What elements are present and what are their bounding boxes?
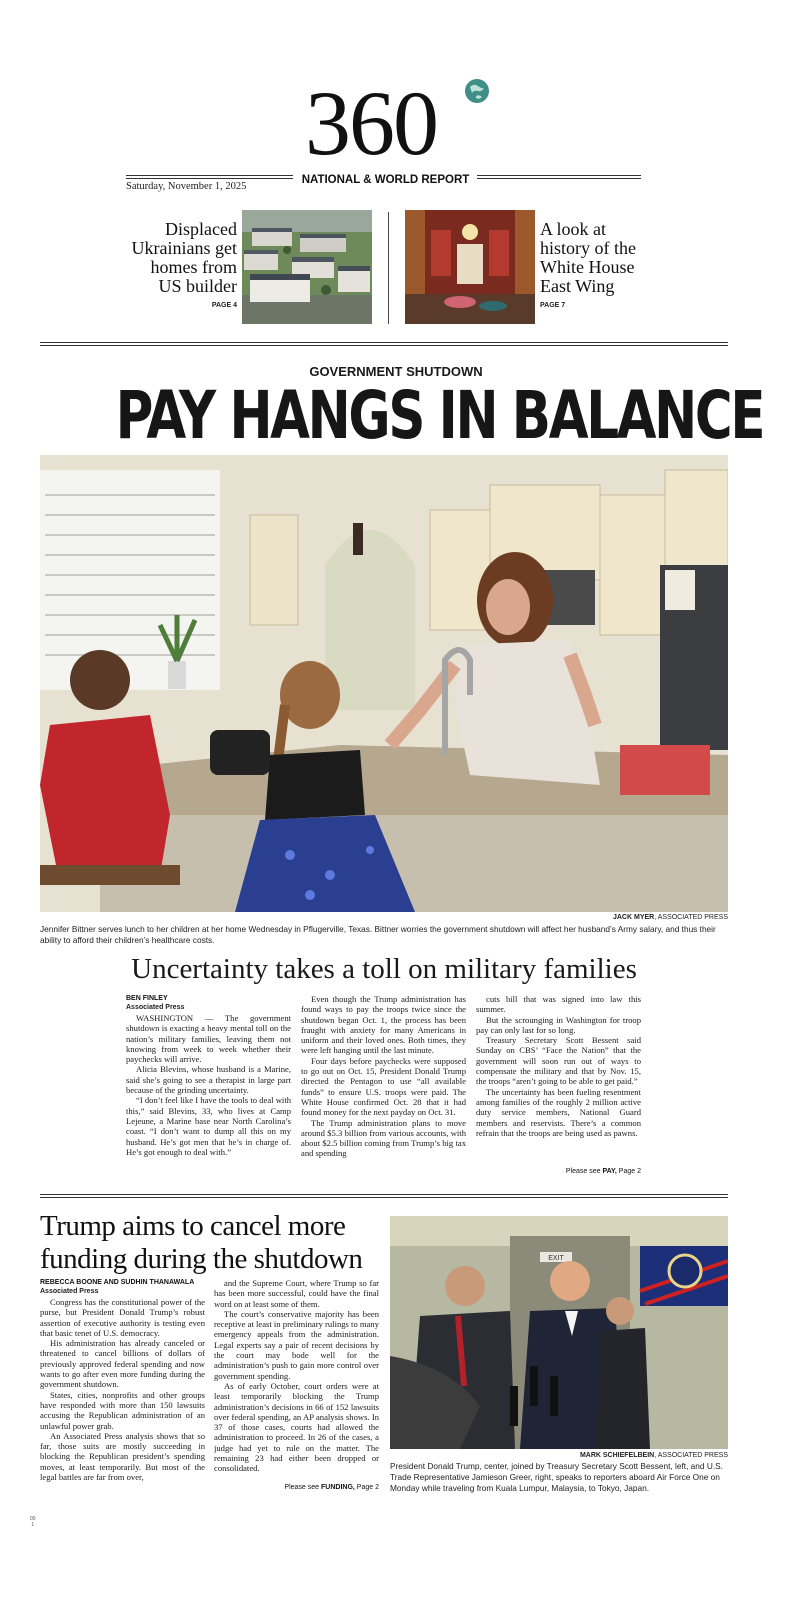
story2-jump-link[interactable]	[214, 1484, 379, 1491]
masthead-logo: 360	[305, 72, 437, 174]
globe-icon	[464, 78, 490, 104]
story1-col1	[126, 994, 291, 1173]
jump-prefix: Please see	[565, 1168, 603, 1175]
main-headline[interactable]: PAY HANGS IN BALANCE	[115, 377, 764, 454]
exit-sign-text: EXIT	[548, 1255, 564, 1262]
white-house-room-image	[405, 210, 535, 324]
teaser-right-headline	[540, 220, 650, 296]
lead-photo[interactable]	[40, 455, 728, 912]
air-force-one-press-image	[390, 1216, 728, 1449]
story2-col2	[214, 1278, 379, 1474]
story2-col1-body	[40, 1297, 205, 1493]
story1-byline: BEN FINLEY	[126, 995, 168, 1002]
story1-col3	[476, 994, 641, 1156]
story1-org: Associated Press	[126, 1004, 185, 1011]
teaser-left-line: homes from	[150, 257, 237, 277]
lead-photo-caption: Jennifer Bittner serves lunch to her children at her home Wednesday in Pflugerville, Texas. Bittner worries the government shutdown will affect her husband’s Army salary, and thus their ability to afford their children’s healthcare costs.	[40, 924, 716, 945]
page-code	[30, 1516, 36, 1528]
paragraph: His administration has already canceled or threatened to cancel billions of dollars of previously approved federal spending and now wants to go after even more funding during the government shutdown.	[40, 1338, 205, 1390]
paragraph: cuts bill that was signed into law this summer.	[476, 994, 641, 1015]
teaser-left[interactable]	[120, 220, 237, 315]
section-rule-top	[40, 342, 728, 346]
story2-photo-caption: President Donald Trump, center, joined by Treasury Secretary Scott Bessent, left, and U.S. Trade Representative Jamieson Greer, right, speaks to reporters aboard Air Force One on Monday while traveling from Kuala Lumpur, Malaysia, to Tokyo, Japan.	[390, 1461, 723, 1493]
paragraph: Alicia Blevins, whose husband is a Marine, said she’s going to see a therapist in large part because of the grinding uncertainty.	[126, 1064, 291, 1096]
teaser-right-line: White House	[540, 257, 635, 277]
masthead-rule-left	[126, 175, 293, 179]
jump-prefix: Please see	[284, 1484, 322, 1491]
story2-col1	[40, 1278, 205, 1493]
teaser-left-line: Displaced	[165, 219, 237, 239]
credit-name: MARK SCHIEFELBEIN	[579, 1452, 655, 1459]
jump-word: FUNDING,	[321, 1484, 355, 1491]
section-rule-bottom	[40, 1194, 728, 1198]
paragraph: An Associated Press analysis shows that so far, those suits are mostly succeeding in blocking the Republican president’s spending moves, at least temporarily. But most of the legal battles are far from over,	[40, 1430, 205, 1483]
teaser-right[interactable]	[540, 220, 650, 315]
teaser-left-line: US builder	[158, 276, 237, 296]
teaser-right-photo[interactable]	[405, 210, 535, 324]
page-code-line: 00	[30, 1516, 36, 1522]
paragraph: The court’s conservative majority has been receptive at least in preliminary rulings to many emergency appeals from the administration. Legal experts say a pair of recent decisions by the court may bode well for the administration’s push to gain more control over government spending.	[214, 1308, 379, 1381]
jump-word: PAY,	[602, 1168, 617, 1175]
teaser-right-page: PAGE 7	[540, 302, 566, 309]
story2-headline[interactable]: Trump aims to cancel more funding during the shutdown	[40, 1210, 363, 1275]
section-name: NATIONAL & WORLD REPORT	[301, 174, 470, 186]
publication-date: Saturday, November 1, 2025	[126, 181, 247, 192]
credit-name: JACK MYER	[612, 914, 655, 921]
teaser-right-line: East Wing	[540, 276, 615, 296]
paragraph: The Trump administration plans to move around $5.3 billion from various accounts, with about $2.5 billion coming from Trump’s big tax and spending	[301, 1117, 466, 1159]
story1-jump-link[interactable]	[476, 1168, 641, 1175]
paragraph: and the Supreme Court, where Trump so far has been more successful, could have the final word on at least some of them.	[214, 1278, 379, 1309]
kitchen-family-image	[40, 455, 728, 912]
credit-org: , ASSOCIATED PRESS	[654, 914, 728, 921]
masthead-rule-right	[477, 175, 641, 179]
story2-org: Associated Press	[40, 1288, 99, 1295]
teaser-left-headline	[120, 220, 237, 296]
teaser-left-photo[interactable]	[242, 210, 372, 324]
story1-col1-body	[126, 1013, 291, 1173]
paragraph: Even though the Trump administration has found ways to pay the troops twice since the shutdown began Oct. 1, the process has been fraught with anxiety for many Americans in uniform and their loved ones. Both times, they were left hanging until the last minute.	[301, 994, 466, 1056]
teaser-left-line: Ukrainians get	[131, 238, 237, 258]
teaser-right-line: history of the	[540, 238, 636, 258]
paragraph: As of early October, court orders were at least temporarily blocking the Trump administration’s decisions in 66 of 152 lawsuits over federal spending, an AP analysis shows. In 37 of those cases, courts had allowed the administration to proceed. In 26 of the cases, a judge had yet to rule on the matter. The remaining 23 had either been dropped or consolidated.	[214, 1380, 379, 1474]
neighborhood-aerial-image	[242, 210, 372, 324]
story2-photo-credit	[390, 1452, 728, 1459]
story2-byline: REBECCA BOONE AND SUDHIN THANAWALA	[40, 1279, 195, 1286]
page-code-line: 1	[31, 1522, 35, 1528]
story1-headline[interactable]: Uncertainty takes a toll on military families	[131, 953, 637, 985]
jump-suffix: Page 2	[354, 1484, 379, 1491]
paragraph: WASHINGTON — The government shutdown is exacting a heavy mental toll on the nation’s military families, leaving them not knowing from week to week whether their paychecks will arrive.	[126, 1013, 291, 1065]
story1-col2	[301, 994, 466, 1180]
story2-photo[interactable]	[390, 1216, 728, 1449]
teaser-left-page: PAGE 4	[211, 302, 237, 309]
kicker: GOVERNMENT SHUTDOWN	[309, 364, 483, 379]
jump-suffix: Page 2	[616, 1168, 641, 1175]
paragraph: Four days before paychecks were supposed to go out on Oct. 15, President Donald Trump directed the Pentagon to use “all available funds” to ensure U.S. troops were paid. The White House confirmed Oct. 28 that it had found money for the next payday on Oct. 31.	[301, 1055, 466, 1118]
paragraph: Treasury Secretary Scott Bessent said Sunday on CBS’ “Face the Nation” that the government will soon run out of ways to compensate the military and that by Nov. 15, the troops “aren’t going to be able to get paid.”	[476, 1035, 641, 1087]
paragraph: States, cities, nonprofits and other groups have responded with more than 150 lawsuits accusing the Republican administration of an unlawful power grab.	[40, 1389, 205, 1431]
paragraph: The uncertainty has been fueling resentment among families of the roughly 2 million active duty service members, National Guard members and reservists. There’s a common refrain that the troops are being used as pawns.	[476, 1086, 641, 1138]
teaser-divider	[388, 212, 389, 324]
credit-org: , ASSOCIATED PRESS	[654, 1452, 728, 1459]
paragraph: “I don’t feel like I have the tools to deal with this,” said Blevins, 33, who lives at Camp Lejeune, a Marine base near North Carolina’s coast. “I don’t want to dump all this on my husband. He’s got men that he’s in charge of. He’s got enough to deal with.”	[126, 1095, 291, 1157]
paragraph: But the scrounging in Washington for troop pay can only last for so long.	[476, 1014, 641, 1035]
paragraph: Congress has the constitutional power of the purse, but President Donald Trump’s robust assertion of executive authority is testing even that basic tenet of U.S. democracy.	[40, 1297, 205, 1338]
teaser-right-line: A look at	[540, 219, 606, 239]
lead-photo-credit	[40, 914, 728, 921]
